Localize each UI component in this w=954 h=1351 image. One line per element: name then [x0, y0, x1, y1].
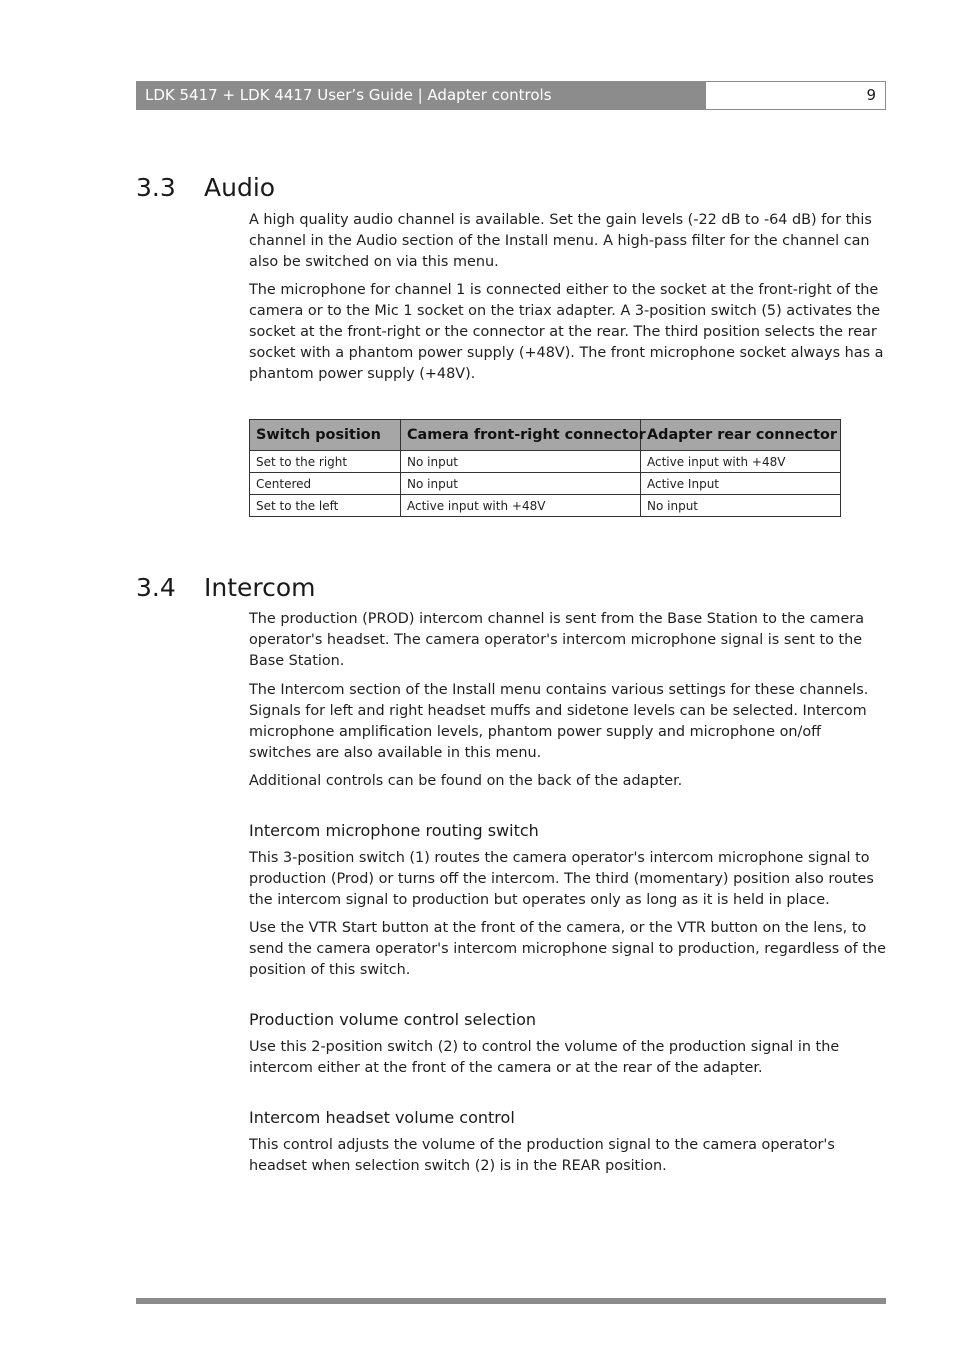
section-heading-audio — [136, 173, 275, 202]
intercom-paragraph: The Intercom section of the Install menu contains various settings for these channels. Signals for left and right headset muffs and sidetone levels can be selected. Intercom microphone amplification levels, phantom power supply and microphone on/off switches are also available in this menu. — [249, 682, 869, 761]
table-row — [250, 473, 841, 495]
switch-position-table — [249, 419, 841, 517]
table-cell: Centered — [250, 473, 401, 495]
table-cell: Active input with +48V — [401, 495, 641, 517]
table-cell: No input — [641, 495, 841, 517]
section-heading-intercom — [136, 573, 316, 602]
table-header-row — [250, 420, 841, 451]
subheading-mic-routing-switch: Intercom microphone routing switch — [249, 821, 539, 840]
audio-paragraph: The microphone for channel 1 is connected either to the socket at the front-right of the camera or to the Mic 1 socket on the triax adapter. A 3-position switch (5) activates the socket at the front-right or the connector at the rear. The third position selects the rear socket with a phantom power supply (+48V). The front microphone socket always has a phantom power supply (+48V). — [249, 282, 884, 382]
table-cell: No input — [401, 451, 641, 473]
section-number: 3.4 — [136, 573, 176, 602]
table-cell: No input — [401, 473, 641, 495]
subheading-production-volume-selection: Production volume control selection — [249, 1010, 537, 1029]
section-number: 3.3 — [136, 173, 176, 202]
column-header: Adapter rear connector — [641, 420, 841, 451]
table-cell: Set to the right — [250, 451, 401, 473]
page-header — [136, 81, 886, 110]
section-title: Audio — [204, 173, 276, 202]
production-volume-paragraph: Use this 2-position switch (2) to control the volume of the production signal in the intercom either at the front of the camera or at the rear of the adapter. — [249, 1039, 840, 1076]
mic-routing-paragraph: This 3-position switch (1) routes the camera operator's intercom microphone signal to production (Prod) or turns off the intercom. The third (momentary) position also routes the intercom signal to production but operates only as long as it is held in place. — [249, 850, 874, 908]
footer-rule — [136, 1298, 886, 1304]
intercom-paragraph: Additional controls can be found on the back of the adapter. — [249, 773, 683, 789]
audio-paragraph: A high quality audio channel is available. Set the gain levels (-22 dB to -64 dB) for this channel in the Audio section of the Install menu. A high-pass filter for the channel can also be switched on via this menu. — [249, 212, 872, 270]
headset-volume-paragraph: This control adjusts the volume of the production signal to the camera operator's headset when selection switch (2) is in the REAR position. — [249, 1137, 835, 1174]
page-number: 9 — [705, 81, 886, 110]
table-cell: Set to the left — [250, 495, 401, 517]
subheading-headset-volume-control: Intercom headset volume control — [249, 1108, 515, 1127]
mic-routing-paragraph: Use the VTR Start button at the front of the camera, or the VTR button on the lens, to send the camera operator's intercom microphone signal to production, regardless of the position of this switch. — [249, 920, 886, 978]
table-row — [250, 495, 841, 517]
table-cell: Active input with +48V — [641, 451, 841, 473]
table-row — [250, 451, 841, 473]
intercom-paragraph: The production (PROD) intercom channel is sent from the Base Station to the camera operator's headset. The camera operator's intercom microphone signal is sent to the Base Station. — [249, 611, 865, 669]
column-header: Camera front-right connector — [401, 420, 641, 451]
table-cell: Active Input — [641, 473, 841, 495]
section-title: Intercom — [204, 573, 316, 602]
document-title: LDK 5417 + LDK 4417 User’s Guide | Adapter controls — [136, 81, 705, 110]
column-header: Switch position — [250, 420, 401, 451]
